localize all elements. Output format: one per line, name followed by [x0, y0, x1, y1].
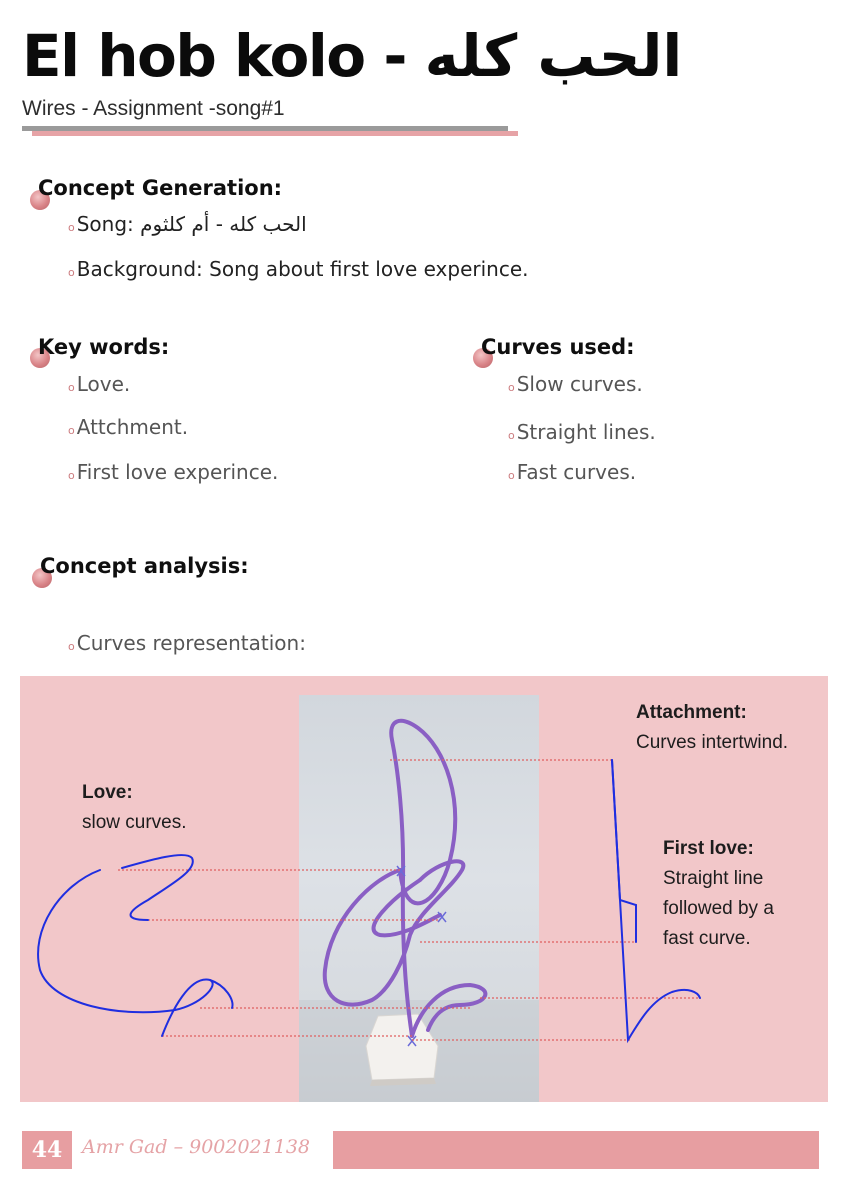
- footer-bar: [333, 1131, 819, 1169]
- first-love-note: [663, 834, 774, 954]
- love-curve-drawing-top: [122, 855, 193, 920]
- attachment-line-drawing: [612, 760, 636, 942]
- curve-item: Slow curves.: [516, 372, 643, 396]
- key-word-item: Love.: [76, 372, 131, 396]
- page-title: El hob kolo - الحب كله: [22, 22, 683, 90]
- first-love-note-line: fast curve.: [663, 928, 751, 949]
- attachment-note: [636, 698, 788, 758]
- concept-analysis-heading: Concept analysis:: [40, 554, 249, 578]
- bullet-icon: o: [68, 469, 75, 482]
- love-note-title: Love:: [82, 782, 133, 803]
- curve-item: Fast curves.: [516, 460, 637, 484]
- love-note: [82, 778, 187, 838]
- first-love-note-line: Straight line: [663, 868, 764, 889]
- song-item: Song: الحب كله - أم كلثوم: [76, 212, 307, 236]
- purple-wire: [325, 721, 486, 1036]
- first-love-note-title: First love:: [663, 838, 754, 859]
- bullet-icon: o: [68, 381, 75, 394]
- key-word-item: First love experince.: [76, 460, 279, 484]
- key-word-item: Attchment.: [76, 415, 189, 439]
- love-curve-drawing: [38, 870, 213, 1036]
- first-love-note-line: followed by a: [663, 898, 774, 919]
- author-name: Amr Gad – 9002021138: [82, 1136, 310, 1158]
- curves-used-heading: Curves used:: [481, 335, 635, 359]
- bullet-icon: o: [508, 381, 515, 394]
- bullet-icon: o: [68, 640, 75, 653]
- attachment-note-text: Curves intertwind.: [636, 732, 789, 753]
- bullet-icon: o: [68, 221, 75, 234]
- love-note-text: slow curves.: [82, 812, 187, 833]
- attachment-note-title: Attachment:: [636, 702, 747, 723]
- curve-item: Straight lines.: [516, 420, 656, 444]
- concept-generation-heading: Concept Generation:: [38, 176, 283, 200]
- page-subtitle: Wires - Assignment -song#1: [22, 97, 285, 120]
- bullet-icon: o: [508, 469, 515, 482]
- background-item: Background: Song about first love experince.: [76, 257, 529, 281]
- key-words-heading: Key words:: [38, 335, 170, 359]
- bullet-icon: o: [68, 424, 75, 437]
- curves-representation-item: Curves representation:: [76, 631, 306, 655]
- bullet-icon: o: [508, 429, 515, 442]
- bullet-icon: o: [68, 266, 75, 279]
- page-number: 44: [22, 1131, 72, 1169]
